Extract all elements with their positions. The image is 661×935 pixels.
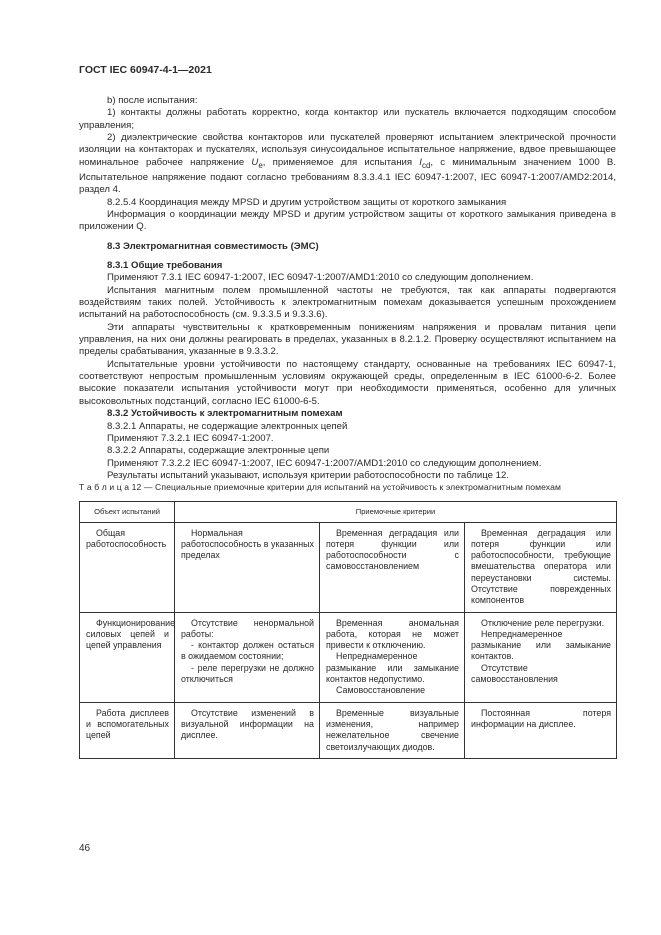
cell-text: Постоянная потеря информации на дисплее.	[471, 707, 611, 729]
criteria-cell	[320, 612, 465, 702]
section-heading: 8.3 Электромагнитная совместимость (ЭМС)	[107, 240, 319, 252]
cell-text: Работа дисплеев и вспомогательных цепей	[86, 707, 169, 741]
voltage-symbol: U	[251, 156, 259, 168]
criteria-table	[79, 501, 617, 759]
table-caption: Т а б л и ц а 12 — Специальные приемочные критерии для испытаний на устойчивость к электромагнитным помехам	[79, 482, 561, 493]
cell-text: Нормальная работоспособность в указанных пределах	[181, 527, 314, 561]
text-run: , применяемое для испытания	[262, 156, 420, 168]
criteria-cell	[175, 702, 320, 758]
document-code-header: ГОСТ IEC 60947-4-1—2021	[79, 64, 212, 76]
voltage-subscript: e	[258, 160, 263, 170]
criteria-cell	[320, 702, 465, 758]
page-body	[79, 95, 616, 759]
test-object-cell	[80, 522, 175, 612]
paragraph: b) после испытания:	[107, 95, 198, 106]
cell-text: Непреднамеренное размыкание или замыкание контактов недопустимо.	[326, 651, 459, 685]
criteria-cell	[465, 522, 617, 612]
criteria-cell	[175, 612, 320, 702]
subsection-heading: 8.3.1 Общие требования	[107, 260, 223, 272]
paragraph: 8.2.5.4 Координация между MPSD и другим устройством защиты от короткого замыкания	[107, 196, 507, 208]
table-row	[80, 522, 617, 612]
page-number: 46	[79, 843, 91, 854]
paragraph: Результаты испытаний указывают, используя критерии работоспособности по таблице 12.	[107, 469, 509, 481]
criteria-cell	[465, 702, 617, 758]
criteria-cell	[465, 612, 617, 702]
cell-text: - контактор должен остаться в ожидаемом состоянии;	[181, 640, 314, 662]
paragraph: Применяют 7.3.2.2 IEC 60947-1:2007, IEC 60947-1:2007/AMD1:2010 со следующим дополнением.	[107, 457, 542, 469]
test-object-cell	[80, 702, 175, 758]
paragraph	[79, 132, 616, 197]
cell-text: Временная деградация или потеря функции или работоспособности, требующие вмешательства оператора или переустановки системы. Отсутствие поврежденных компонентов	[471, 527, 611, 606]
paragraph: 8.3.2.2 Аппараты, содержащие электронные цепи	[107, 445, 330, 457]
paragraph: Применяют 7.3.2.1 IEC 60947-1:2007.	[107, 432, 274, 444]
table-row	[80, 702, 617, 758]
table-row	[80, 612, 617, 702]
cell-text: Временные визуальные изменения, например нежелательное свечение светоизлучающих диодов.	[326, 707, 459, 752]
paragraph: 8.3.2.1 Аппараты, не содержащие электронных цепей	[107, 420, 348, 432]
test-object-cell	[80, 612, 175, 702]
cell-text: Самовосстановление	[336, 685, 426, 696]
current-symbol: I	[419, 156, 422, 168]
cell-text: Отключение реле перегрузки.	[481, 617, 605, 628]
criteria-cell	[320, 522, 465, 612]
cell-text: Непреднамеренное размыкание или замыкание контактов.	[471, 628, 611, 662]
cell-text: Отсутствие самовосстановления	[471, 662, 558, 685]
cell-text: Общая работоспособность	[86, 527, 167, 549]
cell-text: Отсутствие изменений в визуальной информации на дисплее.	[181, 707, 314, 741]
cell-text: Временная деградация или потеря функции или работоспособности с самовосстановлением	[326, 527, 459, 572]
current-subscript: cd	[421, 160, 431, 170]
subsection-heading: 8.3.2 Устойчивость к электромагнитным помехам	[107, 408, 343, 420]
cell-text: - реле перегрузки не должно отключиться	[181, 662, 314, 685]
paragraph: Эти аппараты чувствительны к кратковременным понижениям напряжения и провалам питания цепи управления, на них они должны реагировать в пределах, указанных в 8.2.1.2. Проверку осуществляют испытанием на пределы срабатывания, указанные в 9.3.3.2.	[79, 321, 616, 358]
cell-text: Временная аномальная работа, которая не может привести к отключению.	[326, 617, 459, 651]
column-header-object: Объект испытаний	[80, 502, 175, 522]
criteria-cell	[175, 522, 320, 612]
paragraph: Испытательные уровни устойчивости по настоящему стандарту, основанные на требованиях IEC 60947-1, соответствуют непростым промышленным условиям окружающей среды, определенным в IEC 61000-6-2. Более высокие показатели испытания устойчивости могут при необходимости применяться, особенно для уличных высоковольтных подстанций, согласно IEC 61000-6-5.	[79, 358, 616, 407]
paragraph: Применяют 7.3.1 IEC 60947-1:2007, IEC 60947-1:2007/AMD1:2010 со следующим дополнением.	[107, 272, 534, 284]
paragraph: Испытания магнитным полем промышленной частоты не требуются, так как аппараты подвергаются воздействиям таких полей. Устойчивость к электромагнитным помехам доказывается успешным прохождением испытаний на работоспособность (см. 9.3.3.5 и 9.3.3.6).	[79, 284, 616, 321]
paragraph: 1) контакты должны работать корректно, когда контактор или пускатель включается подходящим способом управления;	[79, 107, 616, 131]
cell-text: Функционирование силовых цепей и цепей управления	[86, 617, 176, 651]
text-run: 2) диэлектрические свойства контакторов или пускателей проверяют испытанием электрической прочности изоляции на контакторах и пускателях, используя синусоидальное испытательное напряжение, вдвое превышающее номинальное рабочее напряжение	[79, 132, 616, 168]
paragraph: Информация о координации между MPSD и другим устройством защиты от короткого замыкания приведена в приложении Q.	[79, 209, 616, 233]
text-run: , с минимальным значением 1000 В. Испытательное напряжение подают согласно требованиям 8.3.3.4.1 IEC 60947-1:2007, IEC 60947-1:2007/AMD2:2014, раздел 4.	[79, 156, 616, 196]
column-header-criteria: Приемочные критерии	[175, 502, 617, 522]
cell-text: Отсутствие ненормальной работы:	[181, 617, 314, 639]
table-header-row	[80, 502, 617, 522]
